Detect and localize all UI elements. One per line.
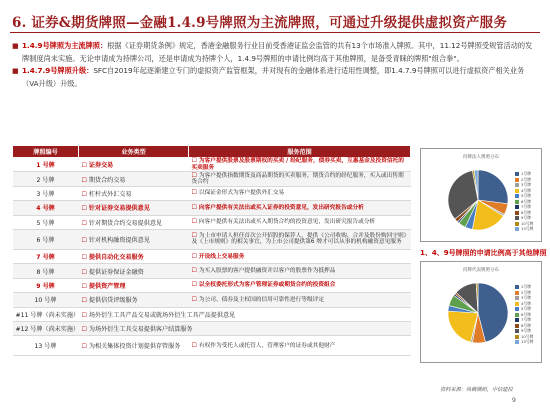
business-type-cell-text: 提供资产管理 [88, 282, 126, 290]
checkbox-icon: ☐ [81, 282, 87, 290]
business-type-cell-text: 证券交易 [88, 162, 114, 170]
business-type-cell [79, 336, 189, 356]
legend-label: 3号牌 [521, 295, 532, 300]
legend-swatch [515, 205, 519, 209]
service-scope-cell-text: 以全权委托形式为客户管理证券或期货合约的投资组合 [198, 282, 336, 289]
legend-label: 2号牌 [521, 176, 532, 182]
service-scope-cell [189, 215, 411, 229]
service-scope-cell-text: 为上市申请人担任首次公开招股的保荐人，提供《公司收购、合并及股份购回守则》及《上市规则》的相关事宜，为上市公司提供第6 牌才可以从事的机构融资意见服务 [191, 233, 407, 246]
business-type-cell-text: 为相关集体投资计划提供存管服务 [88, 343, 181, 351]
legend-swatch [515, 296, 519, 300]
license-number-cell-text: #11 号牌（尚未实施） [15, 311, 80, 319]
checkbox-icon: ☐ [81, 190, 87, 198]
license-number-cell [13, 229, 79, 249]
header-num: 牌照编号 [13, 146, 79, 158]
table-header [13, 146, 411, 158]
checkbox-icon: ☐ [191, 232, 197, 240]
checkbox-icon: ☐ [191, 266, 197, 274]
page-number: 9 [512, 397, 516, 404]
legend-swatch [515, 324, 519, 328]
business-type-cell-text: 场外衍生工具产品交易或就场外衍生工具产品提供意见 [88, 311, 236, 319]
pie-legend [515, 171, 533, 232]
table-row [13, 158, 411, 172]
license-number-cell-text: 1 号牌 [36, 162, 55, 170]
table-row [13, 249, 411, 263]
legend-swatch [515, 172, 519, 176]
license-number-cell [13, 278, 79, 292]
business-type-cell [79, 215, 189, 229]
bullet-marker-icon: ■ [12, 42, 19, 50]
business-type-cell [79, 293, 189, 307]
bullet-1-heading: 1.4.9号牌照为主流牌照： [22, 41, 108, 50]
legend-swatch [515, 200, 519, 204]
legend-swatch [515, 178, 519, 182]
license-number-cell [13, 215, 79, 229]
business-type-cell-text: 针对机构融资提供意见 [88, 236, 150, 244]
business-type-cell [79, 229, 189, 249]
business-type-cell [79, 186, 189, 200]
bullet-1-text: 根据《证券期货条例》规定，香港金融服务行业目前受香港证监会监管的共有13个市场准入牌照。其中，11.12号牌照受规管活动的发牌制度尚未实施。无论申请成为持牌公司，还是申请成为持牌个人，1.4.9号牌照的申请比例均高于其他牌照，是备受青睐的牌照"组合拳"。 [22, 41, 533, 63]
checkbox-icon: ☐ [81, 176, 87, 184]
service-scope-cell [189, 172, 411, 186]
checkbox-icon: ☐ [81, 326, 87, 334]
checkbox-icon: ☐ [81, 297, 87, 305]
license-number-cell-text: 9 号牌 [36, 282, 55, 290]
business-type-cell [79, 249, 189, 263]
bullet-list [12, 40, 534, 90]
service-scope-cell-text: 为客户提供指数期货及商品期货的买卖服务，期货合约的经纪服务，买入或出售期货合约 [191, 172, 404, 186]
license-number-cell-text: 3 号牌 [36, 190, 55, 198]
legend-swatch [515, 302, 519, 306]
license-number-cell [13, 158, 79, 172]
legend-label: 5号牌 [521, 193, 532, 198]
legend-label: 10号牌 [521, 333, 534, 339]
bullet-1 [12, 40, 534, 65]
table-row [13, 172, 411, 186]
table-row [13, 321, 411, 335]
bullet-2-heading: 1.4.7.9号牌照升级： [22, 66, 94, 76]
legend-swatch [515, 227, 519, 231]
checkbox-icon: ☐ [191, 171, 197, 179]
license-number-cell-text: 5 号牌 [36, 219, 55, 227]
legend-label: 8号牌 [521, 209, 532, 215]
legend-label: 13号牌 [521, 339, 534, 344]
legend-swatch [515, 285, 519, 289]
license-number-cell-text: 10 号牌 [34, 297, 57, 305]
license-number-cell [13, 264, 79, 278]
license-number-cell-text: 4 号牌 [36, 205, 55, 213]
checkbox-icon: ☐ [191, 157, 197, 165]
legend-label: 7号牌 [521, 204, 532, 209]
service-scope-cell [189, 264, 411, 278]
checkbox-icon: ☐ [191, 281, 197, 289]
bullet-2 [12, 65, 534, 90]
legend-label: 7号牌 [521, 317, 532, 322]
service-scope-cell-text: 有权作为受托人或托管人，管理客户的证券或其他财产 [198, 342, 336, 349]
pie-legend [515, 284, 533, 345]
license-number-cell [13, 293, 79, 307]
service-scope-cell [189, 186, 411, 200]
chart-title: 持牌法人牌照分布 [463, 155, 499, 160]
table-row [13, 229, 411, 249]
table-row [13, 278, 411, 292]
table-row [13, 307, 411, 321]
checkbox-icon: ☐ [81, 205, 87, 213]
checkbox-icon: ☐ [191, 189, 197, 197]
legend-label: 1号牌 [521, 284, 532, 289]
service-scope-cell-text: 为买入股票的客户提供融资并以客户的股票作为抵押品 [198, 267, 336, 274]
legend-swatch [515, 335, 519, 339]
license-number-cell-text: #12 号牌（尚未实施） [15, 326, 80, 334]
business-type-cell [79, 278, 189, 292]
legend-label: 2号牌 [521, 289, 532, 295]
table-row [13, 201, 411, 215]
service-scope-cell [189, 336, 411, 356]
license-number-cell [13, 172, 79, 186]
checkbox-icon: ☐ [81, 162, 87, 170]
business-type-cell-text: 提供信贷评级服务 [88, 297, 138, 305]
service-scope-cell [189, 249, 411, 263]
legend-swatch [515, 318, 519, 322]
legend-label: 9号牌 [521, 328, 532, 333]
business-type-cell-text: 针对证券交易提供意见 [88, 205, 150, 213]
table-row [13, 336, 411, 356]
business-type-cell [79, 172, 189, 186]
table-row [13, 186, 411, 200]
business-type-cell [79, 201, 189, 215]
legend-label: 3号牌 [521, 182, 532, 187]
pie-svg [443, 165, 513, 235]
table-row [13, 264, 411, 278]
business-type-cell [79, 264, 189, 278]
bullet-marker-icon: ■ [12, 67, 19, 76]
service-scope-cell [189, 278, 411, 292]
license-number-cell-text: 8 号牌 [36, 268, 55, 276]
business-type-cell-text: 杠杆式外汇交易 [88, 190, 132, 198]
service-scope-cell-text: 以保证金形式为客户提供外汇交易 [198, 190, 285, 197]
table-row [13, 293, 411, 307]
pie-chart-2 [420, 261, 542, 363]
legend-swatch [515, 194, 519, 198]
legend-swatch [515, 189, 519, 193]
pie-chart-1 [420, 148, 542, 242]
license-number-cell [13, 307, 79, 321]
legend-swatch [515, 216, 519, 220]
legend-swatch [515, 211, 519, 215]
checkbox-icon: ☐ [81, 343, 87, 351]
business-type-cell [79, 307, 236, 321]
legend-item [515, 226, 533, 232]
table-body [13, 158, 411, 356]
license-number-cell [13, 321, 79, 335]
pie-svg [443, 278, 513, 348]
business-type-cell-text: 提供自动化交易服务 [88, 254, 144, 262]
legend-label: 1号牌 [521, 171, 532, 176]
legend-label: 9号牌 [521, 215, 532, 220]
checkbox-icon: ☐ [191, 295, 197, 303]
legend-swatch [515, 307, 519, 311]
header-scope: 服务范围 [189, 146, 411, 158]
checkbox-icon: ☐ [81, 311, 87, 319]
checkbox-icon: ☐ [81, 268, 87, 276]
pie-slice [478, 170, 508, 204]
checkbox-icon: ☐ [191, 252, 197, 260]
service-scope-cell [189, 293, 411, 307]
service-scope-cell [189, 229, 411, 249]
service-scope-cell [189, 321, 411, 335]
page-title: 6. 证券&期货牌照—金融1.4.9号牌照为主流牌照，可通过升级提供虚拟资产服务 [12, 15, 508, 31]
legend-label: 8号牌 [521, 322, 532, 328]
service-scope-cell-text: 开设线上交易服务 [198, 253, 245, 260]
service-scope-cell-text: 向客户提供有关法出或买入证券的投资意见，发出研究报告或分析 [198, 204, 364, 211]
license-table [12, 145, 411, 356]
license-number-cell [13, 336, 79, 356]
legend-label: 4号牌 [521, 187, 532, 193]
license-number-cell [13, 249, 79, 263]
legend-swatch [515, 313, 519, 317]
license-number-cell-text: 2 号牌 [36, 176, 55, 184]
service-scope-cell [189, 201, 411, 215]
checkbox-icon: ☐ [191, 341, 197, 349]
license-number-cell [13, 186, 79, 200]
business-type-cell-text: 提供证券保证金融资 [88, 268, 144, 276]
legend-label: 6号牌 [521, 311, 532, 317]
chart-caption: 1、4、9号牌照的申请比例高于其他牌照 [420, 249, 547, 257]
chart-title: 持牌代表牌照分布 [463, 268, 499, 273]
license-number-cell-text: 7 号牌 [36, 254, 55, 262]
legend-swatch [515, 291, 519, 295]
legend-label: 5号牌 [521, 306, 532, 311]
service-scope-cell-text: 向客户提供有关法出或买入期货合约的投资意见，发出研究报告或分析 [198, 219, 376, 226]
legend-label: 6号牌 [521, 198, 532, 204]
legend-label: 13号牌 [521, 226, 534, 231]
service-scope-cell-text: 为客户提供股票及股票期权的买卖 / 经纪服务，债券买卖，互惠基金及投资信托的买卖服务 [191, 158, 404, 171]
checkbox-icon: ☐ [191, 218, 197, 226]
legend-swatch [515, 222, 519, 226]
service-scope-cell [189, 158, 411, 172]
checkbox-icon: ☐ [81, 254, 87, 262]
business-type-cell-text: 期货合约交易 [88, 176, 126, 184]
legend-swatch [515, 340, 519, 344]
legend-swatch [515, 329, 519, 333]
legend-swatch [515, 183, 519, 187]
table-row [13, 215, 411, 229]
business-type-cell-text: 为场外衍生工具交易提供客户结算服务 [88, 326, 193, 334]
source-note: 资料来源：纵横牌照，中信建投 [440, 387, 513, 393]
legend-item [515, 339, 533, 345]
business-type-cell-text: 针对期货合约交易提供意见 [88, 219, 163, 227]
title-bar [10, 8, 540, 33]
legend-label: 10号牌 [521, 220, 534, 226]
license-number-cell [13, 201, 79, 215]
license-number-cell-text: 13 号牌 [34, 343, 57, 351]
bullet-2-text: SFC自2019年起逐渐建立专门的虚拟资产监管框架，并对现有的金融体系进行适用性调整，即1.4.7.9号牌照可以进行虚拟资产相关业务（VA升级）升级。 [22, 66, 525, 88]
legend-label: 4号牌 [521, 300, 532, 306]
checkbox-icon: ☐ [81, 219, 87, 227]
service-scope-cell-text: 为公司、债券及主权国的信用可靠性进行等级评定 [198, 296, 325, 303]
header-type: 业务类型 [79, 146, 189, 158]
license-number-cell-text: 6 号牌 [36, 236, 55, 244]
checkbox-icon: ☐ [81, 236, 87, 244]
business-type-cell [79, 321, 193, 335]
checkbox-icon: ☐ [191, 203, 197, 211]
business-type-cell [79, 158, 189, 172]
